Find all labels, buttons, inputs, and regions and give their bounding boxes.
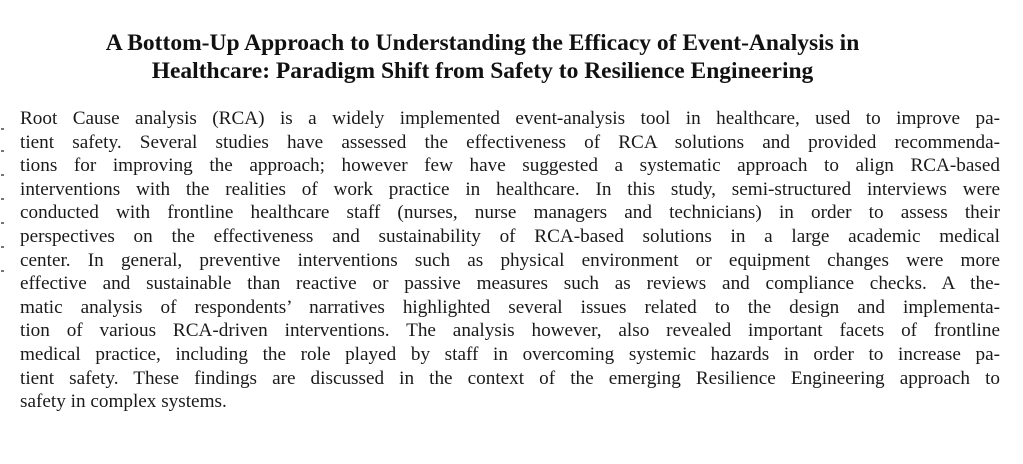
abstract-line: interventions with the realities of work practice in healthcare. In this study, semi-structured interviews were [20, 178, 1000, 200]
paper-title [20, 29, 945, 85]
abstract-line: medical practice, including the role played by staff in overcoming systemic hazards in order to increase pa- [20, 343, 1000, 365]
title-line-1: A Bottom-Up Approach to Understanding the Efficacy of Event-Analysis in [105, 30, 860, 56]
abstract-line: conducted with frontline healthcare staff (nurses, nurse managers and technicians) in order to assess their [20, 202, 1000, 224]
abstract-line: Root Cause analysis (RCA) is a widely implemented event-analysis tool in healthcare, used to improve pa- [20, 108, 1000, 129]
margin-artifact-marks [0, 128, 6, 278]
abstract-line: tion of various RCA-driven interventions. The analysis however, also revealed important facets of frontline [20, 320, 1000, 342]
abstract-line: matic analysis of respondents’ narratives highlighted several issues related to the design and implementa- [20, 296, 1000, 318]
abstract-line: safety in complex systems. [20, 391, 227, 413]
abstract-line: tient safety. These findings are discussed in the context of the emerging Resilience Engineering approach to [20, 367, 1000, 389]
abstract-line: tient safety. Several studies have assessed the effectiveness of RCA solutions and provided recommenda- [20, 131, 1000, 153]
abstract [20, 107, 1000, 414]
title-line-2: Healthcare: Paradigm Shift from Safety to Resilience Engineering [151, 58, 814, 84]
abstract-line: center. In general, preventive interventions such as physical environment or equipment changes were more [20, 249, 1000, 271]
abstract-line: perspectives on the effectiveness and sustainability of RCA-based solutions in a large academic medical [20, 225, 1000, 247]
abstract-line: effective and sustainable than reactive or passive measures such as reviews and compliance checks. A the- [20, 273, 1000, 295]
abstract-line: tions for improving the approach; however few have suggested a systematic approach to align RCA-based [20, 155, 1000, 177]
